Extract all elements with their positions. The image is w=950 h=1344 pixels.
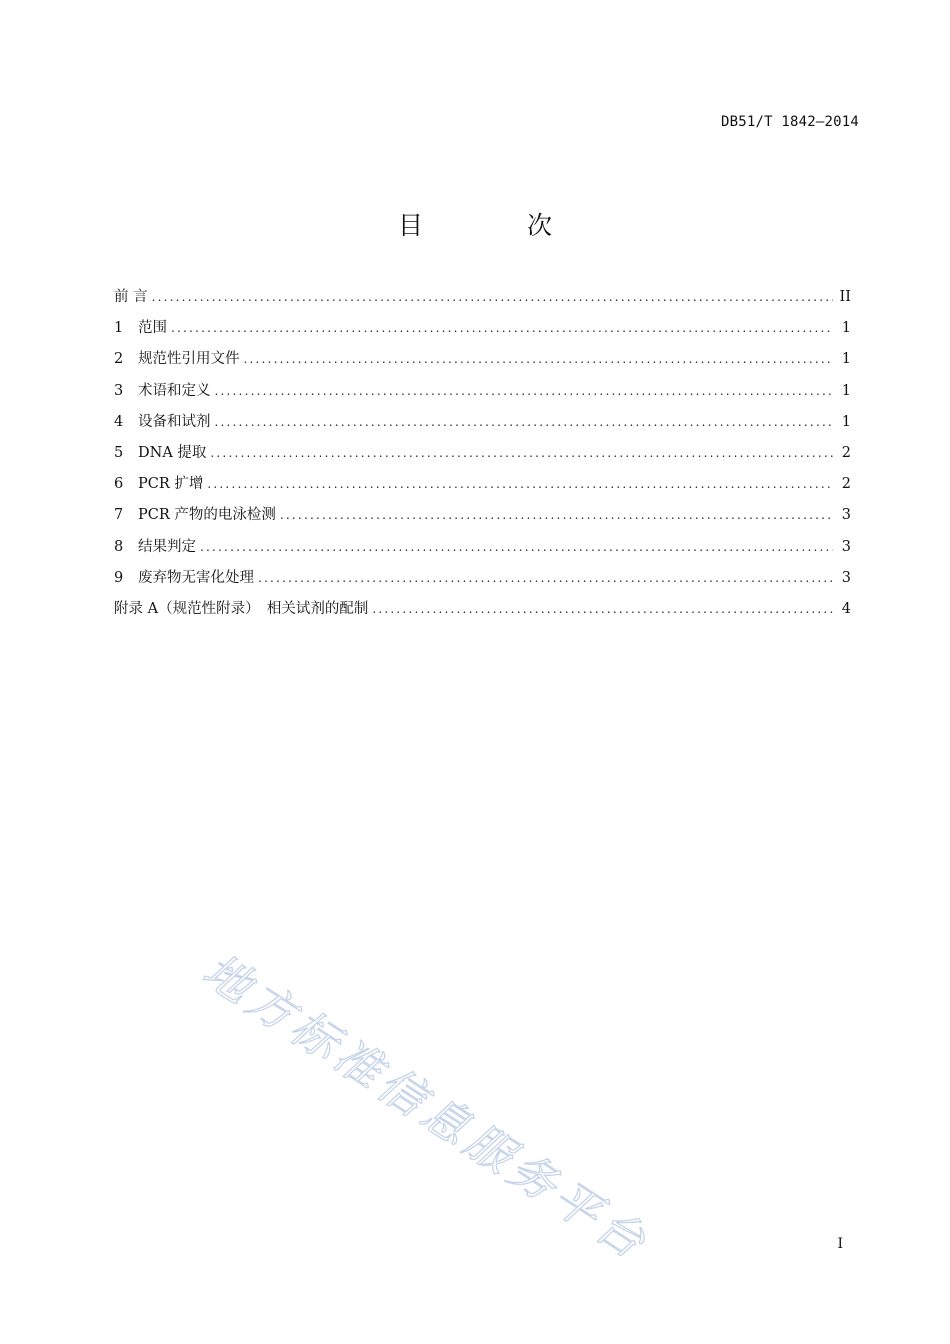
toc-entry-label: DNA 提取: [138, 444, 207, 461]
toc-entry-7[interactable]: [114, 500, 851, 531]
toc-entry-page: 4: [841, 600, 851, 617]
toc-leader-dots: [372, 594, 833, 625]
toc-entry-5[interactable]: [114, 438, 851, 469]
toc-entry-page: 3: [841, 507, 851, 524]
toc-entry-label: 术语和定义: [138, 382, 211, 399]
toc-leader-dots: [210, 438, 833, 469]
toc-entry-number: 3: [114, 382, 124, 399]
toc-entry-page: 1: [841, 413, 851, 430]
toc-leader-dots: [152, 282, 833, 313]
toc-entry-label: PCR 扩增: [138, 476, 204, 493]
toc-entry-label: PCR 产物的电泳检测: [138, 507, 276, 524]
toc-entry-appendix-a[interactable]: [114, 594, 851, 625]
toc-entry-number: 5: [114, 444, 124, 461]
toc-entry-page: II: [839, 289, 851, 305]
toc-entry-page: 3: [841, 538, 851, 555]
table-of-contents: [114, 282, 851, 625]
toc-entry-1[interactable]: [114, 313, 851, 344]
toc-leader-dots: [215, 407, 834, 438]
watermark: 地方标准信息服务平台: [193, 942, 660, 1272]
toc-entry-number: 1: [114, 320, 124, 337]
toc-entry-page: 1: [841, 382, 851, 399]
toc-entry-4[interactable]: [114, 407, 851, 438]
toc-entry-label: 废弃物无害化处理: [138, 569, 254, 586]
toc-entry-9[interactable]: [114, 563, 851, 594]
toc-entry-6[interactable]: [114, 469, 851, 500]
toc-leader-dots: [215, 376, 834, 407]
toc-entry-foreword[interactable]: [114, 282, 851, 313]
toc-entry-label: 结果判定: [138, 538, 196, 555]
toc-entry-8[interactable]: [114, 532, 851, 563]
toc-entry-page: 1: [841, 320, 851, 337]
toc-entry-label: 附录 A（规范性附录） 相关试剂的配制: [114, 600, 369, 617]
page-number: I: [837, 1236, 843, 1252]
toc-entry-page: 1: [841, 351, 851, 368]
page-title: 目 次: [398, 211, 600, 240]
toc-entry-number: 2: [114, 351, 124, 368]
toc-entry-page: 3: [841, 569, 851, 586]
toc-entry-number: 9: [114, 569, 124, 586]
toc-entry-3[interactable]: [114, 376, 851, 407]
toc-entry-number: 7: [114, 507, 124, 524]
toc-entry-label: 前 言: [114, 289, 148, 305]
toc-entry-label: 规范性引用文件: [138, 351, 240, 368]
toc-leader-dots: [258, 563, 833, 594]
toc-entry-label: 设备和试剂: [138, 413, 211, 430]
toc-leader-dots: [171, 313, 833, 344]
toc-leader-dots: [280, 500, 833, 531]
toc-entry-page: 2: [841, 476, 851, 493]
toc-entry-number: 6: [114, 476, 124, 493]
toc-entry-label: 范围: [138, 320, 167, 337]
toc-entry-number: 4: [114, 413, 124, 430]
toc-entry-2[interactable]: [114, 344, 851, 375]
toc-leader-dots: [244, 344, 834, 375]
toc-leader-dots: [207, 469, 833, 500]
toc-leader-dots: [200, 532, 833, 563]
toc-entry-number: 8: [114, 538, 124, 555]
toc-entry-page: 2: [841, 444, 851, 461]
document-code: DB51/T 1842—2014: [720, 114, 859, 130]
